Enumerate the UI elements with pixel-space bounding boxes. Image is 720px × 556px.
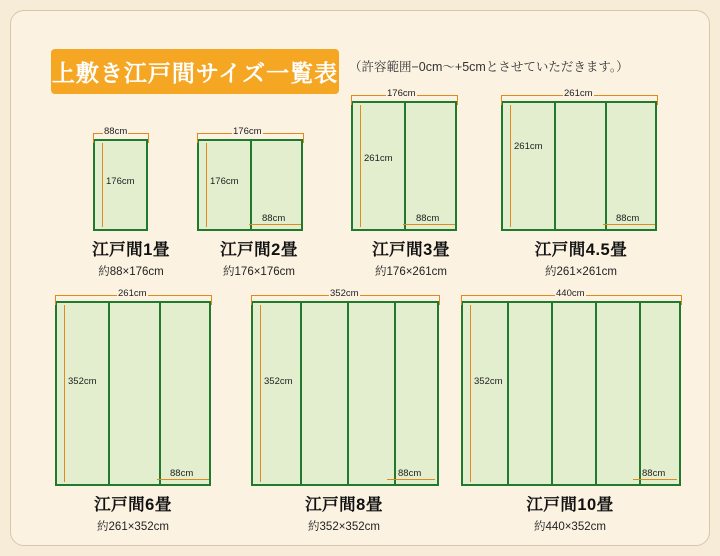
panel-width-label: 88cm (416, 213, 440, 224)
height-label: 176cm (210, 176, 239, 187)
width-label: 261cm (564, 88, 593, 99)
width-label: 176cm (387, 88, 416, 99)
mat-area (251, 301, 439, 486)
height-dimension-line (510, 105, 511, 227)
diagram-edoma-6 (33, 279, 233, 533)
panel-divider (159, 303, 161, 484)
item-name: 江戸間1畳 (92, 241, 170, 259)
item-caption (235, 491, 453, 534)
panel-width-dimension-line (157, 479, 209, 480)
item-caption (71, 236, 191, 279)
panel-width-dimension-line (403, 224, 455, 225)
width-label: 88cm (104, 126, 128, 137)
item-caption (189, 236, 329, 279)
item-caption (33, 491, 233, 534)
panel-divider (250, 141, 252, 229)
tolerance-note: （許容範囲−0cm〜+5cmとさせていただきます。） (349, 60, 629, 74)
dim-tick (461, 295, 462, 305)
item-size: 約176×176cm (223, 266, 295, 278)
panel-divider (347, 303, 349, 484)
title-banner (51, 49, 339, 94)
width-label: 352cm (330, 288, 359, 299)
panel-divider (595, 303, 597, 484)
item-size: 約352×352cm (308, 521, 380, 533)
panel-width-label: 88cm (398, 468, 422, 479)
width-label: 261cm (118, 288, 147, 299)
mat-area (501, 101, 657, 231)
item-caption (491, 236, 671, 279)
dim-tick (303, 133, 304, 143)
height-label: 261cm (364, 153, 393, 164)
panel-width-label: 88cm (642, 468, 666, 479)
item-size: 約440×352cm (534, 521, 606, 533)
diagram-board (10, 10, 710, 546)
height-dimension-line (102, 143, 103, 227)
panel-divider (394, 303, 396, 484)
item-name: 江戸間4.5畳 (534, 241, 628, 259)
dim-tick (197, 133, 198, 143)
panel-divider (404, 103, 406, 229)
diagram-edoma-10 (447, 279, 693, 533)
panel-divider (554, 103, 556, 229)
item-name: 江戸間6畳 (94, 496, 172, 514)
height-dimension-line (360, 105, 361, 227)
height-label: 352cm (264, 376, 293, 387)
height-dimension-line (470, 305, 471, 482)
dim-tick (457, 95, 458, 105)
item-name: 江戸間2畳 (220, 241, 298, 259)
dim-tick (351, 95, 352, 105)
panel-width-dimension-line (603, 224, 655, 225)
mat-area (55, 301, 211, 486)
item-caption (337, 236, 485, 279)
height-label: 352cm (68, 376, 97, 387)
panel-width-dimension-line (633, 479, 677, 480)
panel-divider (300, 303, 302, 484)
diagram-edoma-45 (491, 79, 671, 278)
dim-tick (93, 133, 94, 143)
item-name: 江戸間10畳 (526, 496, 614, 514)
width-label: 176cm (233, 126, 262, 137)
item-size: 約261×352cm (97, 521, 169, 533)
diagram-edoma-8 (235, 279, 453, 533)
item-size: 約88×176cm (98, 266, 164, 278)
height-dimension-line (260, 305, 261, 482)
dim-tick (439, 295, 440, 305)
mat-area (461, 301, 681, 486)
item-size: 約261×261cm (545, 266, 617, 278)
panel-width-label: 88cm (616, 213, 640, 224)
dim-tick (148, 133, 149, 143)
height-label: 352cm (474, 376, 503, 387)
height-label: 176cm (106, 176, 135, 187)
page-title: 上敷き江戸間サイズ一覧表 (51, 60, 339, 86)
panel-divider (108, 303, 110, 484)
dim-tick (681, 295, 682, 305)
height-label: 261cm (514, 141, 543, 152)
dim-tick (55, 295, 56, 305)
height-dimension-line (206, 143, 207, 227)
panel-width-label: 88cm (262, 213, 286, 224)
diagram-edoma-1 (71, 121, 191, 278)
mat-area (351, 101, 457, 231)
height-dimension-line (64, 305, 65, 482)
panel-width-label: 88cm (170, 468, 194, 479)
panel-divider (507, 303, 509, 484)
diagram-edoma-2 (189, 121, 329, 278)
dim-tick (501, 95, 502, 105)
dim-tick (251, 295, 252, 305)
panel-divider (551, 303, 553, 484)
dim-tick (657, 95, 658, 105)
item-size: 約176×261cm (375, 266, 447, 278)
item-name: 江戸間8畳 (305, 496, 383, 514)
panel-divider (605, 103, 607, 229)
panel-width-dimension-line (387, 479, 435, 480)
diagram-edoma-3 (337, 79, 485, 278)
panel-divider (639, 303, 641, 484)
dim-tick (211, 295, 212, 305)
item-caption (447, 491, 693, 534)
panel-width-dimension-line (249, 224, 301, 225)
item-name: 江戸間3畳 (372, 241, 450, 259)
width-label: 440cm (556, 288, 585, 299)
